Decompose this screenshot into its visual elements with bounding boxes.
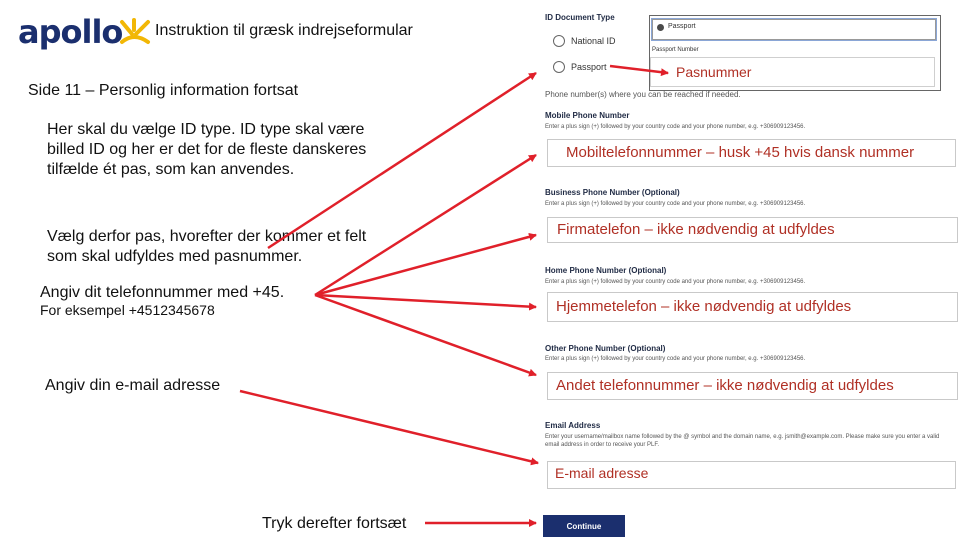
passport-number-label: Passport Number — [652, 47, 699, 53]
mobile-phone-value: Mobiltelefonnummer – husk +45 hvis dansk nummer — [566, 144, 915, 161]
instruction-phone: Angiv dit telefonnummer med +45. — [40, 284, 285, 301]
instruction-passport: Vælg derfor pas, hvorefter der kommer et felt som skal udfyldes med pasnummer. — [47, 228, 367, 265]
instruction-email: Angiv din e-mail adresse — [45, 377, 221, 394]
other-phone-value: Andet telefonnummer – ikke nødvendig at udfyldes — [556, 377, 894, 394]
other-phone-label: Other Phone Number (Optional) — [545, 344, 666, 353]
home-phone-help: Enter a plus sign (+) followed by your country code and your phone number, e.g. +306909123456. — [545, 279, 806, 285]
continue-button[interactable]: Continue — [543, 515, 625, 537]
home-phone-label: Home Phone Number (Optional) — [545, 266, 667, 275]
passport-option-label: Passport — [668, 23, 696, 30]
other-phone-help: Enter a plus sign (+) followed by your country code and your phone number, e.g. +306909123456. — [545, 356, 806, 362]
email-value: E-mail adresse — [555, 465, 649, 481]
instruction-phone-example: For eksempel +4512345678 — [40, 302, 215, 318]
logo-wordmark: apollo — [18, 13, 123, 51]
passport-radio-label: Passport — [571, 62, 607, 72]
mobile-phone-help: Enter a plus sign (+) followed by your country code and your phone number, e.g. +306909123456. — [545, 124, 806, 130]
arrow-icon — [240, 391, 538, 463]
arrow-icon — [315, 155, 536, 295]
passport-number-value: Pasnummer — [676, 64, 752, 80]
arrow-icon — [315, 235, 536, 295]
arrow-icon — [268, 73, 536, 248]
national-id-radio-label: National ID — [571, 36, 616, 46]
email-label: Email Address — [545, 421, 601, 430]
phone-section-heading: Phone number(s) where you can be reached if needed. — [545, 90, 741, 99]
instruction-continue: Tryk derefter fortsæt — [262, 515, 407, 532]
arrow-icon — [315, 295, 536, 375]
slide-subtitle: Side 11 – Personlig information fortsat — [28, 82, 299, 99]
arrow-icon — [315, 295, 536, 307]
instruction-id-type: Her skal du vælge ID type. ID type skal være billed ID og her er det for de fleste danskeres tilfælde ét pas, som kan anvendes. — [47, 121, 367, 178]
business-phone-value: Firmatelefon – ikke nødvendig at udfyldes — [557, 221, 835, 238]
header-title: Instruktion til græsk indrejseformular — [155, 22, 413, 39]
email-help: Enter your username/mailbox name followed by the @ symbol and the domain name, e.g. jsmith@example.com. Please make sure you enter a valid email address in order to receive your PLF. — [545, 434, 940, 448]
home-phone-value: Hjemmetelefon – ikke nødvendig at udfyldes — [556, 298, 852, 315]
business-phone-label: Business Phone Number (Optional) — [545, 188, 680, 197]
arrow-icon — [610, 66, 668, 73]
id-document-type-label: ID Document Type — [545, 13, 615, 22]
business-phone-help: Enter a plus sign (+) followed by your country code and your phone number, e.g. +306909123456. — [545, 201, 806, 207]
mobile-phone-label: Mobile Phone Number — [545, 111, 630, 120]
